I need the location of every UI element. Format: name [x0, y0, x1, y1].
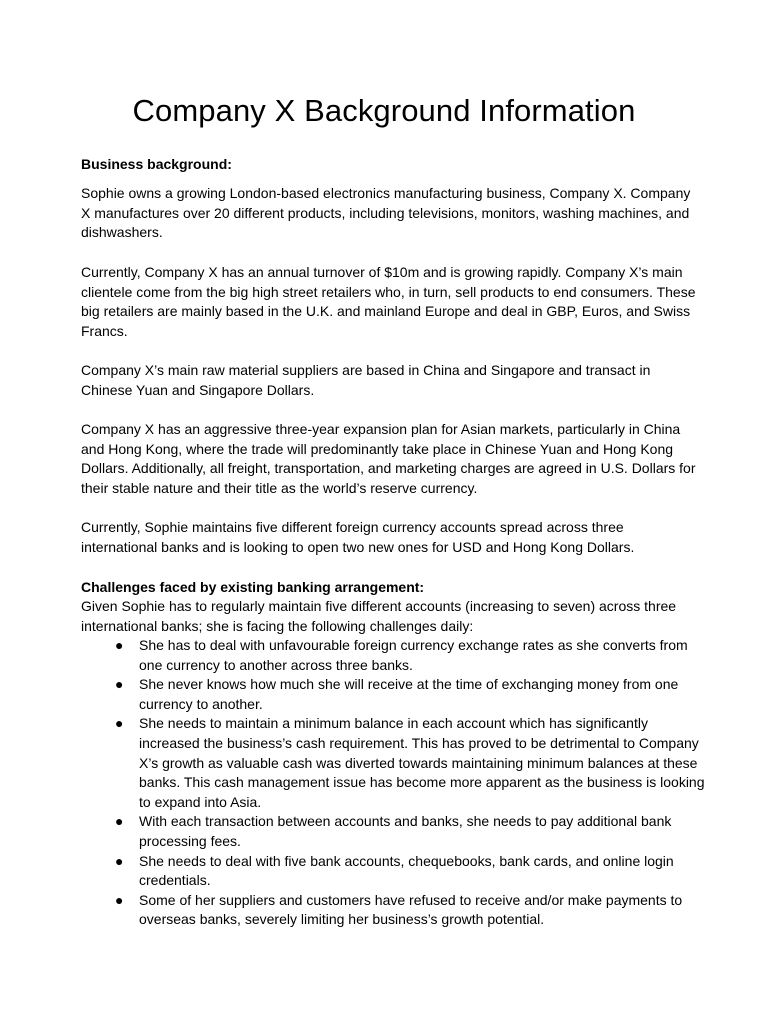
list-item-text: With each transaction between accounts and banks, she needs to pay additional bank processing fees. [139, 813, 672, 849]
list-item-text: She needs to deal with five bank accounts, chequebooks, bank cards, and online login credentials. [139, 852, 674, 889]
paragraph-turnover-clientele: Currently, Company X has an annual turnover of $10m and is growing rapidly. Company X’s main clientele come from the big high street retailers who, in turn, sell products to end consumers. These big retailers are mainly based in the U.K. and mainland Europe and deal in GBP, Euros, and Swiss Francs. [81, 264, 696, 339]
challenges-list [81, 636, 711, 930]
list-item [81, 891, 711, 930]
list-item [81, 852, 711, 891]
challenges-heading: Challenges faced by existing banking arrangement: [81, 579, 425, 595]
list-item-text: She needs to maintain a minimum balance in each account which has significantly increased the business’s cash requirement. This has proved to be detrimental to Company X’s growth as valuable cash was diverted towards maintaining minimum balances at these banks. This cash management issue has become more apparent as the business is looking to expand into Asia. [139, 715, 705, 810]
bullet-icon: ● [115, 676, 124, 693]
list-item-text: Some of her suppliers and customers have refused to receive and/or make payments to overseas banks, severely limiting her business’s growth potential. [139, 891, 683, 928]
bullet-icon: ● [115, 637, 124, 653]
document-title: Company X Background Information [132, 93, 636, 128]
challenges-intro: Given Sophie has to regularly maintain five different accounts (increasing to seven) across three international banks; she is facing the following challenges daily: [81, 598, 677, 634]
paragraph-current-accounts: Currently, Sophie maintains five different foreign currency accounts spread across three international banks and is looking to open two new ones for USD and Hong Kong Dollars. [81, 519, 635, 555]
paragraph-suppliers: Company X’s main raw material suppliers are based in China and Singapore and transact in Chinese Yuan and Singapore Dollars. [81, 362, 651, 398]
list-item [81, 714, 711, 812]
list-item [81, 812, 711, 851]
paragraph-business-intro: Sophie owns a growing London-based electronics manufacturing business, Company X. Company X manufactures over 20 different products, including televisions, monitors, washing machines, and dishwashers. [81, 185, 691, 241]
list-item [81, 675, 711, 714]
list-item [81, 636, 711, 675]
paragraph-expansion-plan: Company X has an aggressive three-year expansion plan for Asian markets, particularly in China and Hong Kong, where the trade will predominantly take place in Chinese Yuan and Hong Kong Dollars. Additionally, all freight, transportation, and marketing charges are agreed in U.S. Dollars for their stable nature and their title as the world’s reserve currency. [81, 421, 696, 496]
bullet-icon: ● [115, 715, 124, 732]
list-item-text: She has to deal with unfavourable foreign currency exchange rates as she converts from one currency to another across three banks. [139, 637, 688, 673]
bullet-icon: ● [115, 813, 124, 830]
bullet-icon: ● [115, 852, 124, 869]
list-item-text: She never knows how much she will receive at the time of exchanging money from one currency to another. [139, 676, 679, 712]
bullet-icon: ● [115, 891, 124, 908]
business-background-heading: Business background: [81, 156, 232, 172]
